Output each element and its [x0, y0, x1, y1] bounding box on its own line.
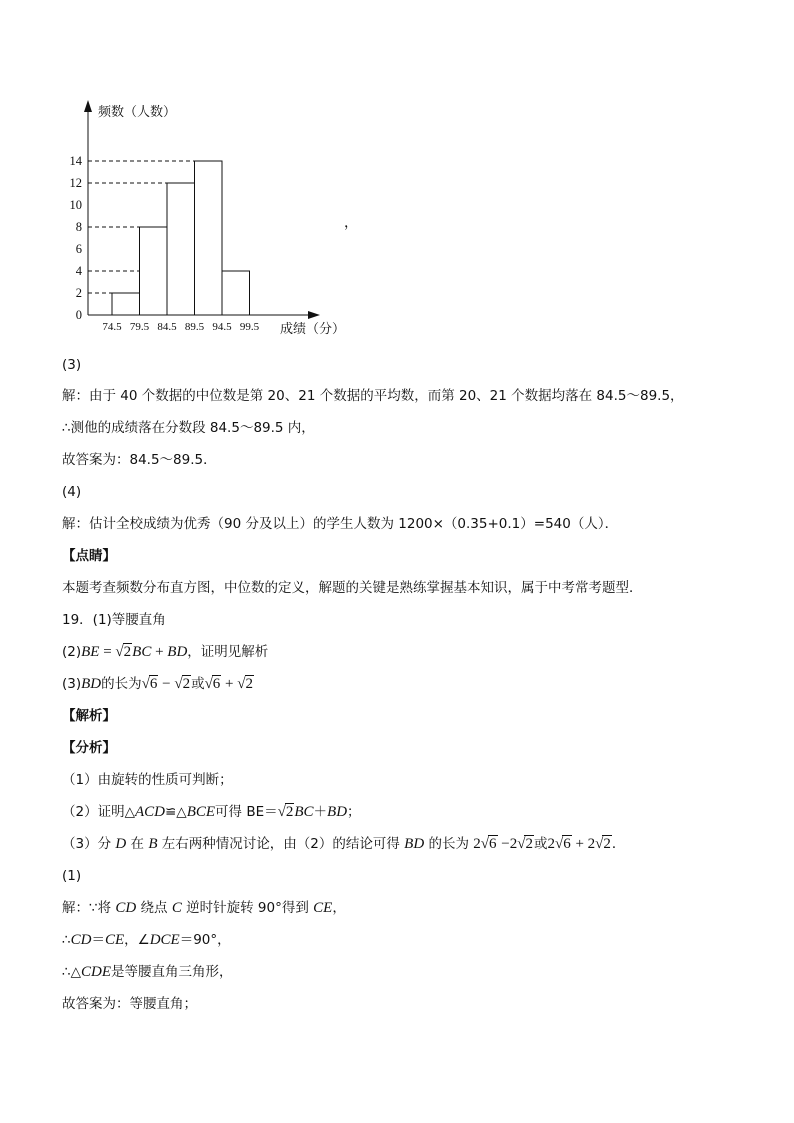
y-tick-label: 6: [75, 242, 82, 256]
reasoning-heading: 【分析】: [62, 740, 116, 756]
y-axis-label: 频数（人数）: [98, 105, 177, 120]
x-tick-label: 89.5: [184, 321, 205, 333]
sqrt-6: √6: [204, 676, 221, 692]
y-tick-label: 14: [69, 154, 82, 168]
sqrt-6: √6: [554, 836, 571, 852]
sqrt-6: √6: [141, 676, 158, 692]
part-1-heading: (1): [62, 868, 82, 884]
y-tick-labels: [70, 154, 83, 322]
x-tick-label: 79.5: [129, 321, 150, 333]
part-4-solution: 解：估计全校成绩为优秀（90 分及以上）的学生人数为 1200×（0.35+0.1）=540（人）．: [62, 516, 619, 532]
part-3-solution: 解：由于 40 个数据的中位数是第 20、21 个数据的平均数，而第 20、21 个数据均落在 84.5～89.5，: [62, 388, 684, 404]
comment-heading: 【点睛】: [62, 548, 116, 564]
sqrt-2: √2: [277, 804, 294, 820]
part-4-heading: (4): [62, 484, 82, 500]
part-1-step-2: ∴CD＝CE，∠DCE＝90°，: [62, 932, 231, 948]
y-tick-label: 0: [75, 308, 82, 322]
part-3-heading: (3): [62, 357, 82, 373]
y-tick-label: 12: [69, 176, 82, 190]
sqrt-2: √2: [517, 836, 533, 852]
histogram-bar-5: [222, 271, 250, 315]
x-axis-arrow: [308, 311, 320, 319]
sqrt-2: √2: [174, 676, 191, 692]
reasoning-1: （1）由旋转的性质可判断；: [62, 772, 233, 788]
x-tick-label: 84.5: [157, 321, 177, 333]
analysis-heading: 【解析】: [62, 708, 116, 724]
y-tick-label: 4: [75, 264, 82, 278]
x-tick-label: 74.5: [102, 321, 122, 333]
y-tick-label: 10: [69, 198, 82, 212]
comment-text: 本题考查频数分布直方图，中位数的定义，解题的关键是熟练掌握基本知识，属于中考常考题型．: [62, 580, 643, 596]
histogram-bar-4: [195, 161, 223, 315]
histogram-chart: [60, 90, 360, 345]
q19-answer-1: 19．(1)等腰直角: [62, 612, 166, 628]
q19-answer-2: (2)BE = √2BC + BD，证明见解析: [62, 644, 269, 660]
x-axis-label: 成绩（分）: [280, 322, 346, 337]
x-tick-label: 94.5: [212, 321, 232, 333]
histogram-bar-3: [167, 183, 195, 315]
sqrt-2: √2: [115, 644, 132, 660]
trailing-comma: ，: [344, 215, 358, 231]
sqrt-2: √2: [595, 836, 611, 852]
sqrt-6: √6: [480, 836, 497, 852]
part-1-answer: 故答案为：等腰直角；: [62, 996, 197, 1012]
part-3-conclusion: ∴测他的成绩落在分数段 84.5～89.5 内，: [62, 420, 315, 436]
y-tick-label: 8: [75, 220, 82, 234]
y-axis-arrow: [84, 100, 92, 112]
part-1-step-1: 解：∵将 CD 绕点 C 逆时针旋转 90°得到 CE，: [62, 900, 346, 916]
histogram-bar-2: [140, 227, 168, 315]
x-tick-label: 99.5: [239, 321, 260, 333]
x-tick-labels: [102, 321, 259, 333]
histogram-bars: [112, 161, 250, 315]
reasoning-2: （2）证明△ACD≌△BCE可得 BE＝√2BC＋BD；: [62, 804, 361, 820]
y-tick-label: 2: [75, 286, 82, 300]
reasoning-3: （3）分 D 在 B 左右两种情况讨论，由（2）的结论可得 BD 的长为 2√6 −2√2或2√6 + 2√2．: [62, 836, 626, 852]
histogram-bar-1: [112, 293, 140, 315]
part-3-answer: 故答案为：84.5～89.5．: [62, 452, 217, 468]
sqrt-2: √2: [237, 676, 253, 692]
part-1-step-3: ∴△CDE是等腰直角三角形，: [62, 964, 233, 980]
q19-answer-3: (3)BD的长为√6 − √2或√6 + √2: [62, 676, 253, 692]
